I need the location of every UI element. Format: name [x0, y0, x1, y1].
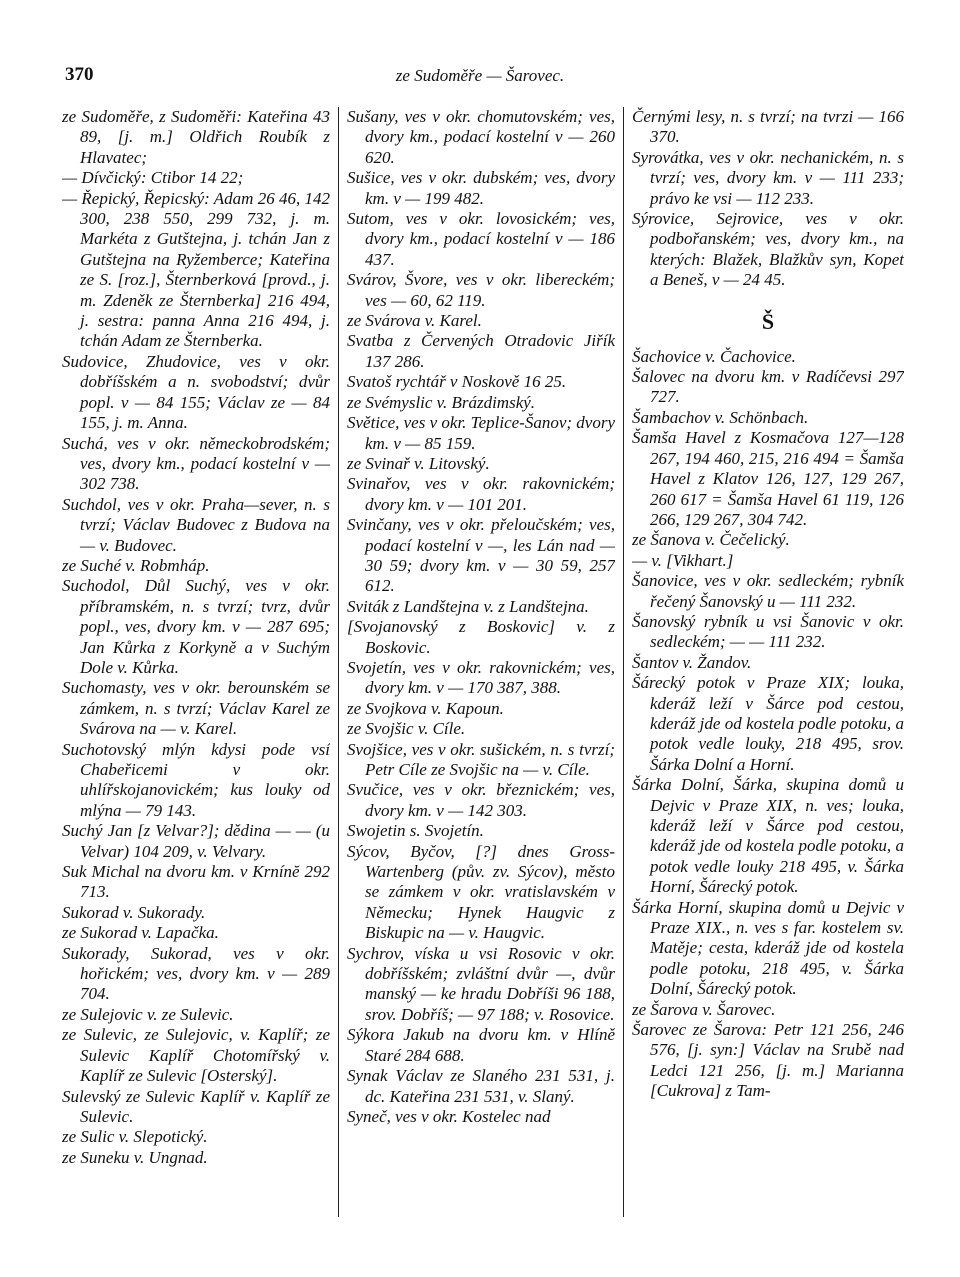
page-header [55, 58, 905, 88]
entry: Suchá, ves v okr. německobrodském; ves, dvory km., podací kostelní v — 302 738. [62, 433, 330, 494]
entry: Suchotovský mlýn kdysi pode vsí Chabeřicemi v okr. uhlířskojanovickém; kus louky od mlýna — 79 143. [62, 739, 330, 820]
entry: Svojetín, ves v okr. rakovnickém; ves, dvory km. v — 170 387, 388. [347, 657, 615, 698]
entry: Svatoš rychtář v Noskově 16 25. [347, 372, 567, 392]
entry: Šamša Havel z Kosmačova 127—128 267, 194 460, 215, 216 494 = Šamša Havel z Klatov 126, 127, 129 267, 260 617 = Šamša Havel 61 119, 126 266, 129 267, 304 742. [632, 428, 904, 529]
entry: [Svojanovský z Boskovic] v. z Boskovic. [347, 617, 615, 657]
entry: Suchdol, ves v okr. Praha—sever, n. s tvrzí; Václav Budovec z Budova na — v. Budovec. [62, 494, 330, 555]
entry: Synak Václav ze Slaného 231 531, j. dc. Kateřina 231 531, v. Slaný. [347, 1066, 615, 1106]
column-left [62, 107, 330, 1232]
entry: ze Sulic v. Slepotický. [62, 1127, 208, 1147]
entry: Swojetin s. Svojetín. [347, 821, 484, 841]
entry: Svučice, ves v okr. březnickém; ves, dvory km. v — 142 303. [347, 780, 615, 820]
entry: ze Suneku v. Ungnad. [62, 1147, 208, 1167]
entry: Sutom, ves v okr. lovosickém; ves, dvory km., podací kostelní v — 186 437. [347, 209, 615, 269]
entry: ze Svojkova v. Kapoun. [347, 698, 504, 718]
entry: ze Svémyslic v. Brázdimský. [347, 392, 536, 412]
entry: Sýkora Jakub na dvoru km. v Hlíně Staré 284 688. [347, 1025, 615, 1065]
entry: ze Sudoměře, z Sudoměři: Kateřina 43 89, [j. m.] Oldřich Roubík z Hlavatec; [62, 107, 330, 167]
entry: Šantov v. Žandov. [632, 652, 752, 672]
entry: — Dívčický: Ctibor 14 22; [62, 168, 244, 188]
entry: Syrovátka, ves v okr. nechanickém, n. s tvrzí; ves, dvory km. v — 111 233; právo ke vsi — 112 233. [632, 147, 904, 208]
entry: Světice, ves v okr. Teplice-Šanov; dvory km. v — 85 159. [347, 413, 615, 453]
entry: — v. [Vikhart.] [632, 550, 734, 570]
entry: Sulevský ze Sulevic Kaplíř v. Kaplíř ze Sulevic. [62, 1086, 330, 1126]
column-right [632, 107, 904, 1232]
running-head: ze Sudoměře — Šarovec. [395, 66, 565, 85]
entry: Syneč, ves v okr. Kostelec nad [347, 1106, 551, 1126]
entry: Svojšice, ves v okr. sušickém, n. s tvrzí; Petr Cíle ze Svojšic na — v. Cíle. [347, 739, 615, 779]
entry: ze Sulevic, ze Sulejovic, v. Kaplíř; ze Sulevic Kaplíř Chotomířský v. Kaplíř ze Sulevic [Osterský]. [62, 1025, 330, 1086]
entry: ze Šarova v. Šarovec. [632, 999, 776, 1019]
entry: Sýrovice, Sejrovice, ves v okr. podbořanském; ves, dvory km., na kterých: Blažek, Blažkův syn, Kopet a Beneš, v — 24 45. [632, 209, 904, 290]
entry: Šambachov v. Schönbach. [632, 407, 809, 427]
entry: Šárecký potok v Praze XIX; louka, kderáž leží v Šárce pod cestou, kderáž jde od kostela podle potoku, a potok vedle louky, 218 495, srov. Šárka Dolní a Horní. [632, 673, 904, 774]
entry: ze Sulejovic v. ze Sulevic. [62, 1004, 234, 1024]
entry: Suk Michal na dvoru km. v Krnínĕ 292 713. [62, 862, 330, 902]
entry: Sudovice, Zhudovice, ves v okr. dobříšském a n. svobodství; dvůr popl. v — 84 155; Václav ze — 84 155, j. m. Anna. [62, 351, 330, 433]
entry: Svárov, Švore, ves v okr. libereckém; ves — 60, 62 119. [347, 270, 615, 310]
entry: Sušany, ves v okr. chomutovském; ves, dvory km., podací kostelní v — 260 620. [347, 107, 615, 167]
entry: Šarovec ze Šarova: Petr 121 256, 246 576, [j. syn:] Václav na Srubě nad Ledci 121 256, [j. m.] Marianna [Cukrova] z Tam- [632, 1020, 904, 1101]
entry: — Řepický, Řepicský: Adam 26 46, 142 300, 238 550, 299 732, j. m. Markéta z Gutštejna, j. tchán Jan z Gutštejna na Ryžemberce; Kateřina ze S. [roz.], Šternberková [provd., j. m. Zdeněk ze Šternberka] 216 494, j. sestra: panna Anna 216 494, j. tchán Adam ze Šternberka. [62, 188, 330, 351]
entry: Sýcov, Byčov, [?] dnes Gross-Wartenberg (pův. zv. Sýcov), město se zámkem v okr. vratislavském v Německu; Hynek Haugvic z Biskupic na — v. Haugvic. [347, 841, 615, 943]
entry: ze Suché v. Robmháp. [62, 555, 210, 575]
entry: ze Svojšic v. Cíle. [347, 719, 466, 739]
entry: Šanovský rybník u vsi Šanovic v okr. sedleckém; — — 111 232. [632, 611, 904, 652]
entry: Sušice, ves v okr. dubském; ves, dvory km. v — 199 482. [347, 168, 615, 208]
entry: ze Svinař v. Litovský. [347, 453, 490, 473]
column-middle [347, 107, 615, 1232]
entry: Šárka Horní, skupina domů u Dejvic v Praze XIX., n. ves s far. kostelem sv. Matěje; cesta, kderáž jde od kostela podle potoku, 218 495, v. Šárka Dolní, Šárecký potok. [632, 897, 904, 999]
column-divider [623, 107, 624, 1217]
page-number: 370 [65, 64, 94, 85]
entry: Šachovice v. Čachovice. [632, 346, 796, 366]
entry: Svatba z Červených Otradovic Jiřík 137 286. [347, 331, 615, 371]
entry: Svinařov, ves v okr. rakovnickém; dvory km. v — 101 201. [347, 474, 615, 514]
entry: ze Šanova v. Čečelický. [632, 530, 790, 550]
entry: Šanovice, ves v okr. sedleckém; rybník řečený Šanovský u — 111 232. [632, 571, 904, 611]
entry: Černými lesy, n. s tvrzí; na tvrzi — 166 370. [632, 107, 904, 147]
section-letter-heading: Š [761, 308, 775, 334]
entry: Sviták z Landštejna v. z Landštejna. [347, 596, 589, 616]
entry: Sukorad v. Sukorady. [62, 902, 206, 922]
entry: Šalovec na dvoru km. v Radíčevsi 297 727. [632, 367, 904, 407]
entry: Suchomasty, ves v okr. berounském se zámkem, n. s tvrzí; Václav Karel ze Svárova na — v. Karel. [62, 678, 330, 739]
column-divider [338, 107, 339, 1217]
entry: Šárka Dolní, Šárka, skupina domů u Dejvic v Praze XIX, n. ves; louka, kderáž leží v Šárce pod cestou, kderáž jde od kostela podle potoku, a potok vedle louky 218 495, v. Šárka Horní, Šárecký potok. [632, 775, 904, 897]
entry: ze Svárova v. Karel. [347, 311, 482, 331]
entry: Svinčany, ves v okr. přeloučském; ves, podací kostelní v —, les Lán nad — 30 59; dvory km. v — 30 59, 257 612. [347, 515, 615, 596]
entry: Suchodol, Důl Suchý, ves v okr. příbramském, n. s tvrzí; tvrz, dvůr popl., ves, dvory km. v — 287 695; Jan Kůrka z Korkyně a v Suchým Dole v. Kůrka. [62, 576, 330, 677]
entry: Sukorady, Sukorad, ves v okr. hořickém; ves, dvory km. v — 289 704. [62, 943, 330, 1004]
entry: Suchý Jan [z Velvar?]; dědina — — (u Velvar) 104 209, v. Velvary. [62, 821, 330, 861]
dictionary-columns [62, 107, 912, 1237]
entry: Sychrov, víska u vsi Rosovic v okr. dobříšském; zvláštní dvůr —, dvůr manský — ke hradu Dobříši 96 188, srov. Dobříš; — 97 188; v. Rosovice. [347, 943, 615, 1024]
entry: ze Sukorad v. Lapačka. [62, 923, 219, 943]
